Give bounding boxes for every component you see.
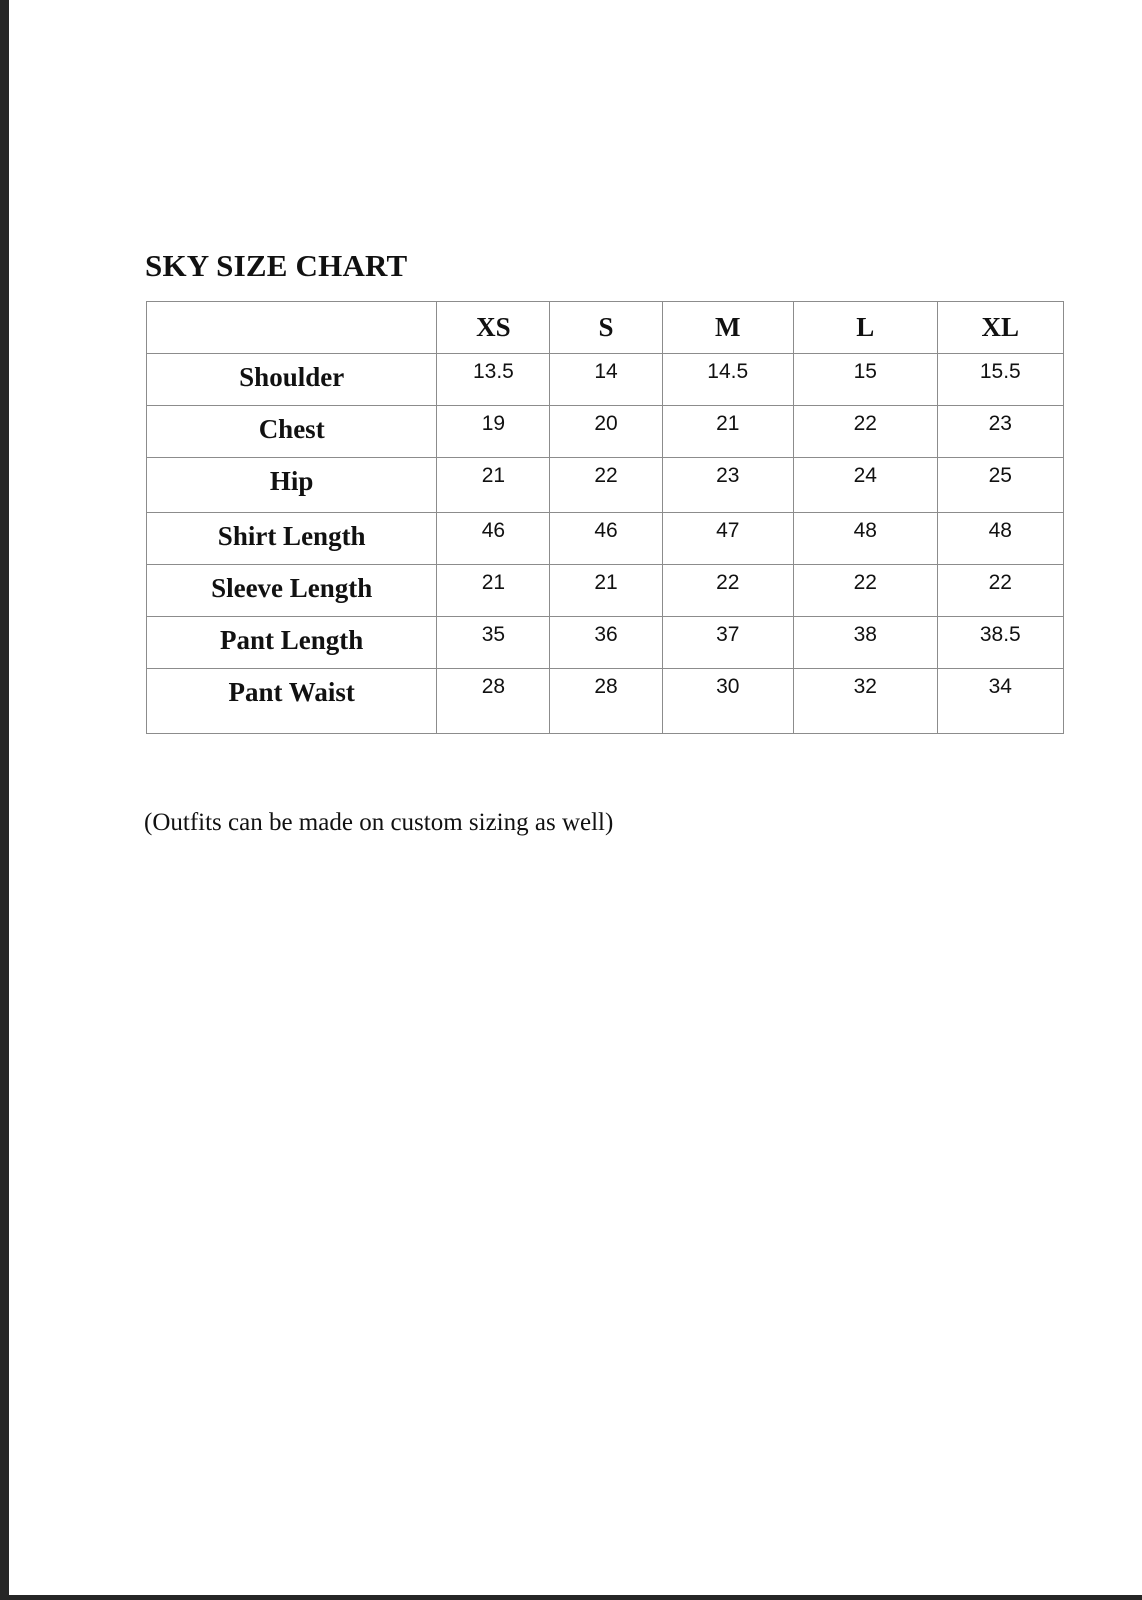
measurement-value: 25	[988, 464, 1012, 487]
value-cell	[550, 513, 662, 565]
value-cell	[793, 406, 937, 458]
value-cell	[793, 458, 937, 513]
table-row-chest	[147, 406, 1064, 458]
value-cell	[793, 565, 937, 617]
value-cell	[550, 565, 662, 617]
measurement-value: 15.5	[979, 360, 1021, 383]
row-label-cell	[147, 565, 437, 617]
value-cell	[937, 458, 1063, 513]
value-cell	[550, 669, 662, 734]
row-label: Shoulder	[239, 362, 345, 392]
row-label-cell	[147, 354, 437, 406]
row-label-cell	[147, 617, 437, 669]
measurement-value: 32	[853, 675, 877, 698]
measurement-value: 22	[594, 464, 618, 487]
value-cell	[937, 565, 1063, 617]
measurement-value: 28	[594, 675, 618, 698]
measurement-value: 36	[594, 623, 618, 646]
value-cell	[662, 669, 793, 734]
value-cell	[437, 565, 550, 617]
value-cell	[550, 406, 662, 458]
value-cell	[437, 669, 550, 734]
measurement-value: 21	[594, 571, 618, 594]
measurement-value: 21	[481, 571, 506, 594]
table-row-pant-length	[147, 617, 1064, 669]
row-label: Hip	[269, 466, 314, 496]
value-cell	[793, 513, 937, 565]
measurement-value: 24	[853, 464, 877, 487]
corner-cell	[147, 302, 437, 354]
table-row-sleeve-length	[147, 565, 1064, 617]
value-cell	[662, 406, 793, 458]
table-row-hip	[147, 458, 1064, 513]
page-edge-bottom	[0, 1595, 1142, 1600]
measurement-value: 14	[594, 360, 618, 383]
value-cell	[437, 617, 550, 669]
measurement-value: 46	[594, 519, 618, 542]
value-cell	[437, 458, 550, 513]
value-cell	[550, 617, 662, 669]
measurement-value: 21	[716, 412, 740, 435]
value-cell	[437, 354, 550, 406]
value-cell	[662, 617, 793, 669]
size-header-s: S	[550, 302, 662, 354]
value-cell	[793, 669, 937, 734]
measurement-value: 22	[853, 412, 877, 435]
measurement-value: 37	[716, 623, 740, 646]
value-cell	[550, 354, 662, 406]
measurement-value: 20	[594, 412, 618, 435]
measurement-value: 48	[853, 519, 877, 542]
size-header-xl: XL	[937, 302, 1063, 354]
value-cell	[662, 354, 793, 406]
measurement-value: 34	[988, 675, 1012, 698]
measurement-value: 28	[481, 675, 506, 698]
measurement-value: 21	[481, 464, 506, 487]
table-row-shoulder	[147, 354, 1064, 406]
value-cell	[662, 513, 793, 565]
measurement-value: 38.5	[979, 623, 1021, 646]
measurement-value: 23	[716, 464, 740, 487]
measurement-value: 35	[481, 623, 506, 646]
table-row-shirt-length	[147, 513, 1064, 565]
row-label: Pant Length	[220, 625, 364, 655]
measurement-value: 15	[853, 360, 877, 383]
measurement-value: 23	[988, 412, 1012, 435]
value-cell	[437, 513, 550, 565]
table-header-row	[147, 302, 1064, 354]
size-chart-table	[146, 301, 1064, 734]
value-cell	[437, 406, 550, 458]
value-cell	[937, 406, 1063, 458]
value-cell	[662, 458, 793, 513]
measurement-value: 19	[481, 412, 506, 435]
value-cell	[937, 354, 1063, 406]
row-label: Pant Waist	[228, 677, 355, 707]
measurement-value: 30	[716, 675, 740, 698]
value-cell	[937, 513, 1063, 565]
value-cell	[550, 458, 662, 513]
size-header-l: L	[793, 302, 937, 354]
row-label-cell	[147, 669, 437, 734]
row-label-cell	[147, 513, 437, 565]
measurement-value: 47	[716, 519, 740, 542]
measurement-value: 48	[988, 519, 1012, 542]
row-label-cell	[147, 458, 437, 513]
page-edge-left	[0, 0, 9, 1600]
size-header-m: M	[662, 302, 793, 354]
measurement-value: 38	[853, 623, 877, 646]
table-row-pant-waist	[147, 669, 1064, 734]
row-label: Chest	[258, 414, 325, 444]
measurement-value: 22	[988, 571, 1012, 594]
page-title: SKY SIZE CHART	[145, 248, 408, 283]
measurement-value: 46	[481, 519, 506, 542]
custom-sizing-note: (Outfits can be made on custom sizing as well)	[144, 809, 614, 836]
measurement-value: 13.5	[472, 360, 514, 383]
measurement-value: 22	[716, 571, 740, 594]
row-label-cell	[147, 406, 437, 458]
value-cell	[662, 565, 793, 617]
measurement-value: 22	[853, 571, 877, 594]
value-cell	[937, 617, 1063, 669]
value-cell	[793, 617, 937, 669]
value-cell	[793, 354, 937, 406]
measurement-value: 14.5	[707, 360, 749, 383]
value-cell	[937, 669, 1063, 734]
row-label: Sleeve Length	[211, 573, 373, 603]
size-header-xs: XS	[437, 302, 550, 354]
row-label: Shirt Length	[217, 521, 366, 551]
